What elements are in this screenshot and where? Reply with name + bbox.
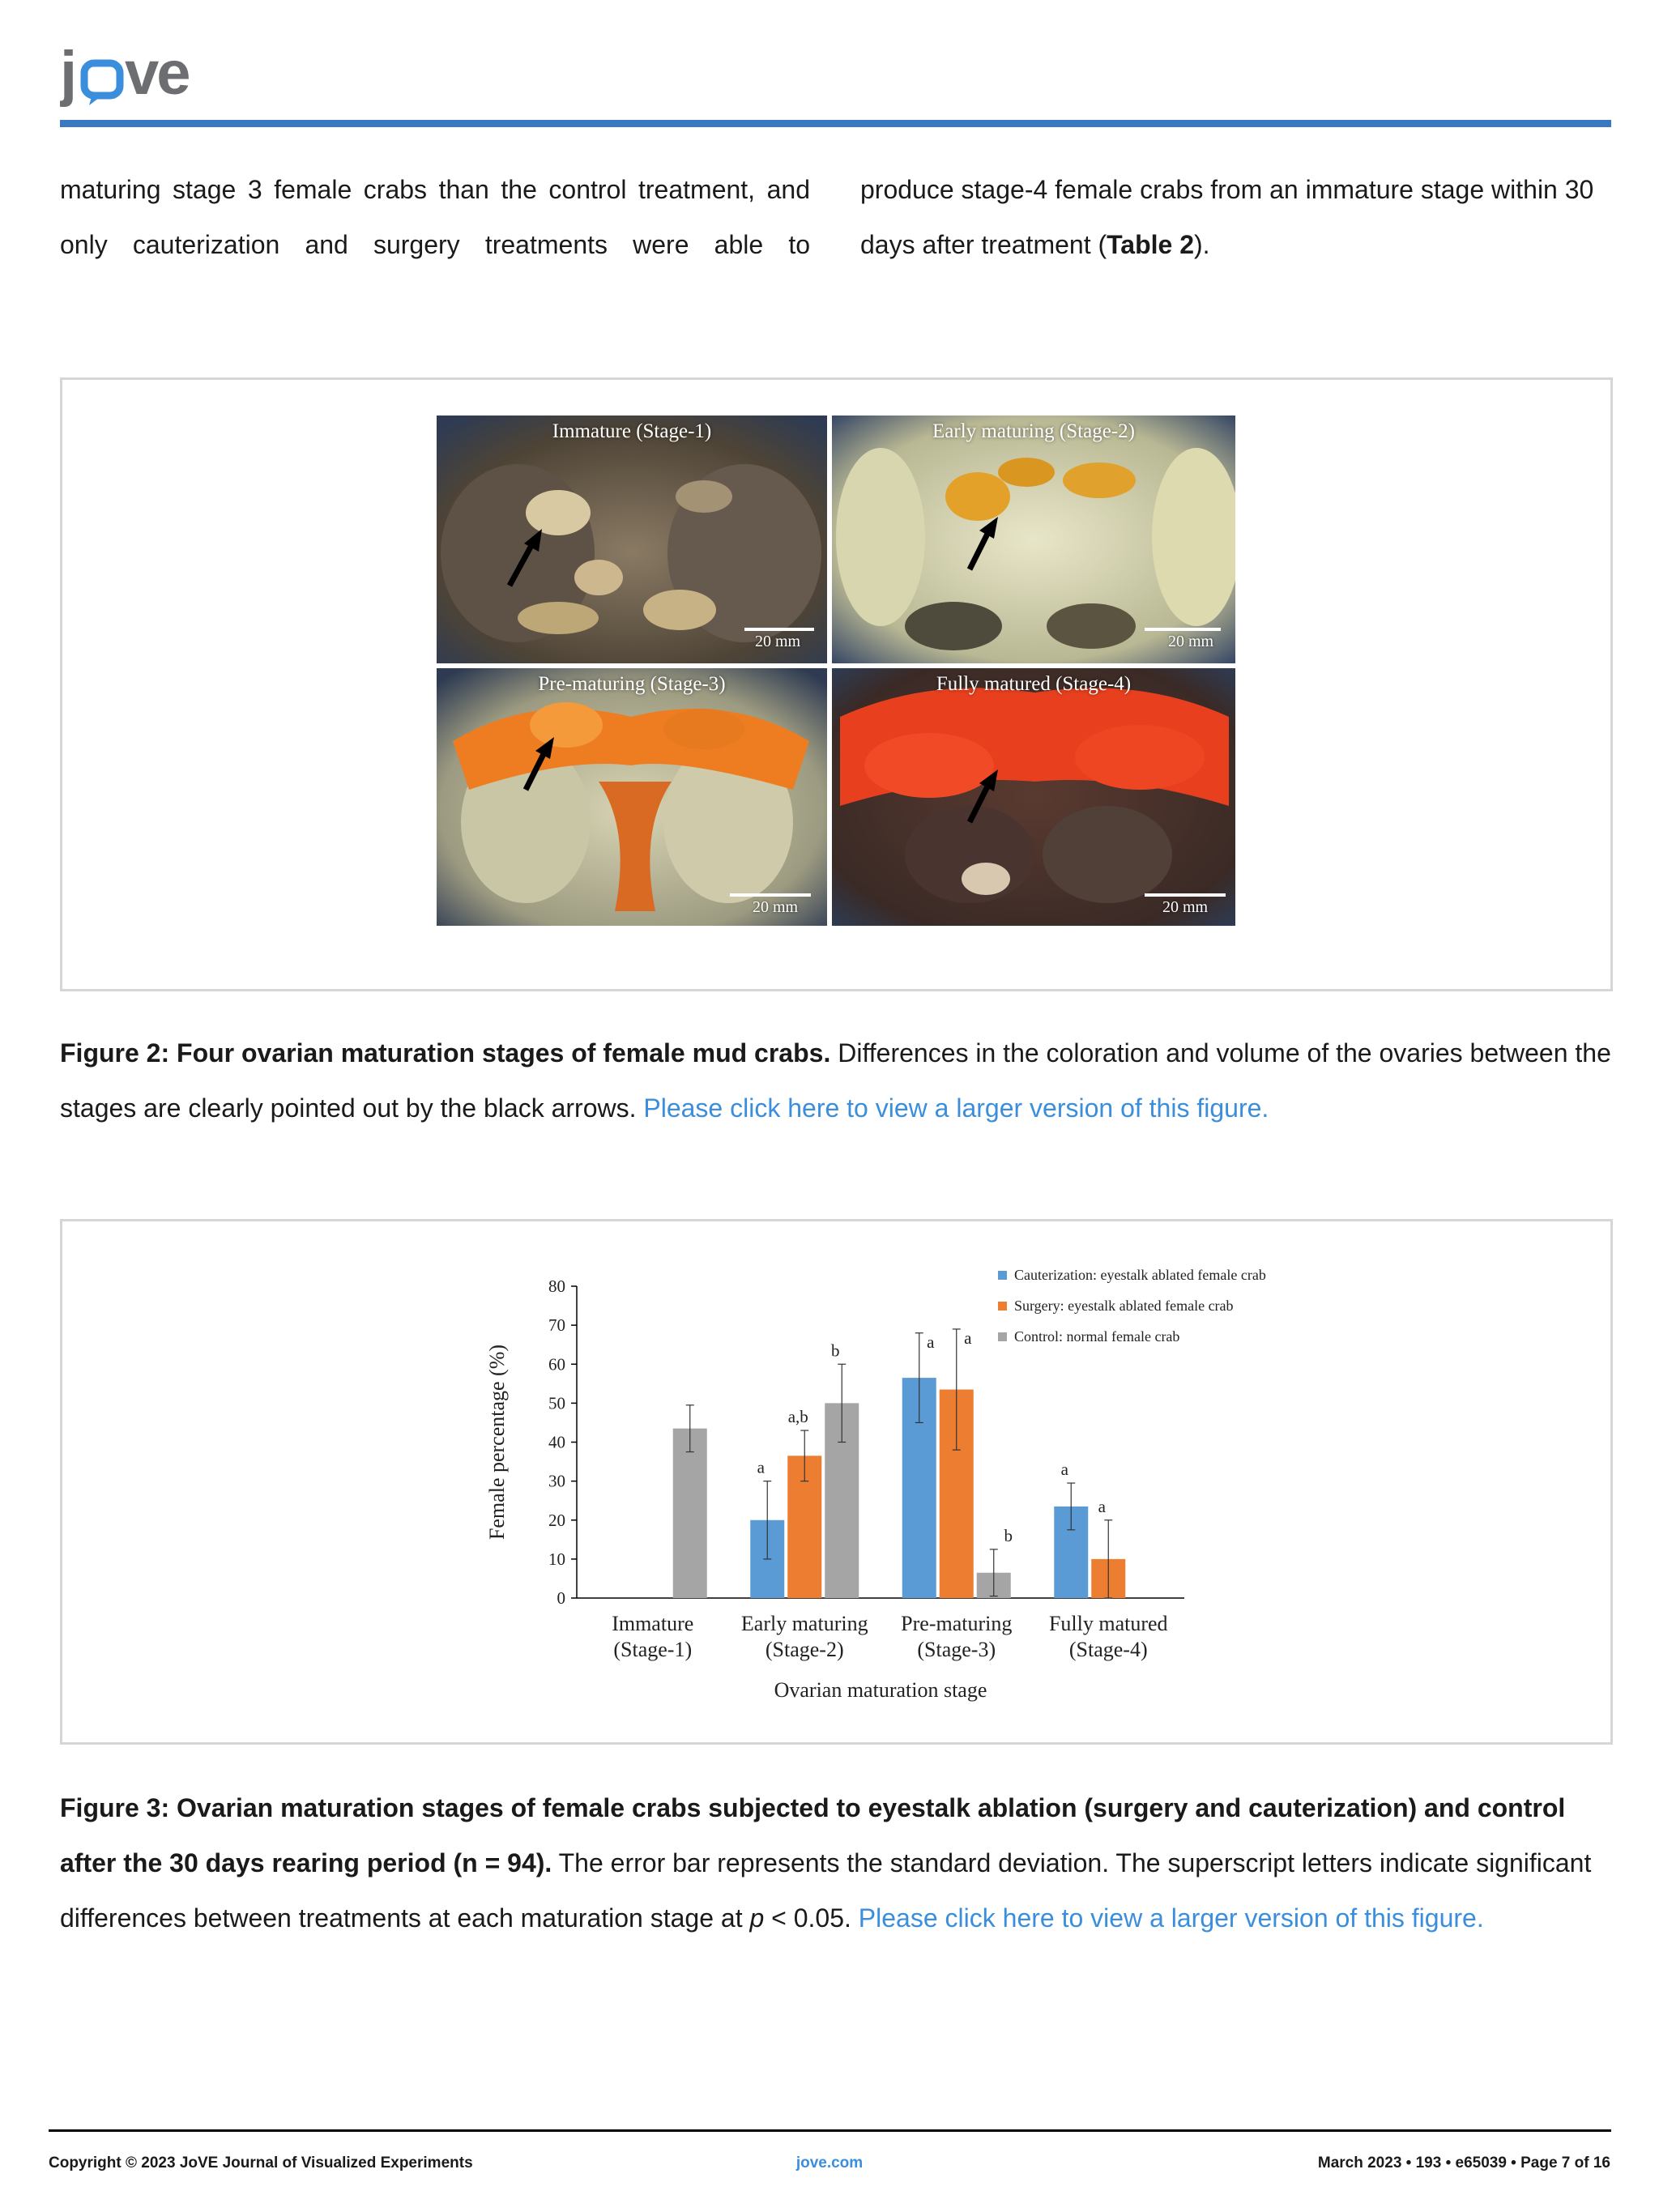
y-tick-label: 50 — [548, 1393, 565, 1413]
legend-label: Surgery: eyestalk ablated female crab — [1014, 1298, 1234, 1314]
panel-immature-title: Immature (Stage-1) — [552, 420, 712, 442]
panel-fully-matured-title: Fully matured (Stage-4) — [936, 673, 1132, 695]
bar — [673, 1429, 707, 1598]
significance-label: a — [757, 1457, 765, 1477]
figure-3-caption-threshold: < 0.05. — [764, 1903, 859, 1933]
panel-fully-matured-photo — [832, 668, 1235, 926]
x-axis-label: Ovarian maturation stage — [774, 1678, 987, 1702]
scale-bar — [730, 893, 811, 897]
figure-3-caption — [60, 1780, 1611, 1946]
scale-label: 20 mm — [1162, 898, 1209, 916]
significance-label: a — [1060, 1460, 1068, 1480]
x-tick-label: Fully matured — [1048, 1612, 1168, 1635]
y-tick-label: 30 — [548, 1471, 565, 1491]
x-tick-label: (Stage-4) — [1068, 1638, 1148, 1661]
significance-label: a,b — [787, 1407, 808, 1427]
y-tick-label: 10 — [548, 1549, 565, 1569]
pre-maturing-crab-photo — [437, 668, 827, 926]
fully-matured-crab-photo — [832, 668, 1235, 926]
footer-rule — [49, 2129, 1611, 2132]
svg-text:j: j — [60, 40, 75, 108]
svg-text:ve: ve — [125, 40, 189, 108]
legend-swatch — [998, 1332, 1007, 1341]
figure-2-caption-text: Differences in the coloration and volume of the ovaries between the stages are clearly pointed out by the black arrows. — [60, 1038, 1611, 1123]
early-maturing-crab-photo — [832, 416, 1235, 663]
figure-2-frame[interactable] — [60, 377, 1613, 991]
y-tick-label: 20 — [548, 1510, 565, 1530]
legend-label: Cauterization: eyestalk ablated female crab — [1014, 1267, 1266, 1283]
figure-3-caption-text: The error bar represents the standard deviation. The superscript letters indicate significant differences between treatments at each maturation stage at — [60, 1848, 1592, 1933]
body-text-right-post: ). — [1194, 230, 1210, 259]
x-tick-label: Immature — [612, 1612, 694, 1635]
panel-pre-maturing-title: Pre-maturing (Stage-3) — [538, 673, 726, 695]
y-tick-label: 0 — [557, 1588, 565, 1608]
footer-copyright: Copyright © 2023 JoVE Journal of Visualized Experiments — [49, 2154, 473, 2172]
scale-label: 20 mm — [1168, 633, 1214, 650]
scale-bar — [1145, 893, 1226, 897]
legend-swatch — [998, 1302, 1007, 1311]
scale-label: 20 mm — [755, 633, 801, 650]
body-text-right-column — [860, 162, 1611, 272]
table-reference: Table 2 — [1107, 230, 1195, 259]
panel-pre-maturing-photo — [437, 668, 827, 926]
y-tick-label: 70 — [548, 1315, 565, 1336]
immature-crab-photo — [437, 416, 827, 663]
panel-immature-photo — [437, 416, 827, 663]
significance-label: b — [1004, 1525, 1013, 1545]
footer-site-link[interactable]: jove.com — [795, 2154, 864, 2172]
header-rule — [60, 120, 1611, 127]
jove-logo-mark — [60, 40, 198, 109]
figure-2-larger-version-link[interactable]: Please click here to view a larger version of this figure. — [643, 1093, 1269, 1123]
speech-bubble-icon — [84, 63, 120, 105]
body-text-right-pre: produce stage-4 female crabs from an immature stage within 30 days after treatment ( — [860, 175, 1594, 259]
x-tick-label: Early maturing — [740, 1612, 868, 1635]
significance-label: a — [927, 1332, 935, 1352]
y-tick-label: 40 — [548, 1432, 565, 1452]
panel-early-maturing-photo — [832, 416, 1235, 663]
significance-label: b — [831, 1340, 840, 1361]
figure-3-larger-version-link[interactable]: Please click here to view a larger version of this figure. — [858, 1903, 1484, 1933]
x-tick-label: (Stage-3) — [917, 1638, 996, 1661]
y-axis-label: Female percentage (%) — [485, 1344, 509, 1541]
x-tick-label: (Stage-2) — [765, 1638, 844, 1661]
panel-early-maturing-title: Early maturing (Stage-2) — [932, 420, 1135, 442]
figure-3-caption-title: Figure 3: Ovarian maturation stages of female crabs subjected to eyestalk ablation (surgery and cauterization) and control after the 30 days rearing period (n = 94). — [60, 1793, 1566, 1877]
scale-label: 20 mm — [753, 898, 799, 916]
y-tick-label: 80 — [548, 1276, 565, 1296]
scale-bar — [1145, 628, 1221, 631]
figure-2-caption-title: Figure 2: Four ovarian maturation stages of female mud crabs. — [60, 1038, 831, 1068]
significance-label: a — [964, 1328, 972, 1348]
bar-chart — [427, 1238, 1326, 1724]
figure-3-frame[interactable] — [60, 1219, 1613, 1745]
footer-issue-info: March 2023 • 193 • e65039 • Page 7 of 16 — [1317, 2154, 1610, 2172]
legend-label: Control: normal female crab — [1014, 1328, 1180, 1345]
figure-2-caption — [60, 1025, 1611, 1136]
y-tick-label: 60 — [548, 1354, 565, 1375]
body-text-left-column: maturing stage 3 female crabs than the control treatment, and only cauterization and surgery treatments were able to — [60, 175, 810, 259]
p-value-symbol: p — [749, 1903, 765, 1933]
scale-bar — [744, 628, 814, 631]
jove-logo[interactable] — [60, 40, 198, 109]
legend-swatch — [998, 1271, 1007, 1280]
x-tick-label: (Stage-1) — [613, 1638, 693, 1661]
x-tick-label: Pre-maturing — [901, 1612, 1013, 1635]
significance-label: a — [1098, 1496, 1106, 1516]
figure-2-photo-grid — [437, 416, 1235, 926]
